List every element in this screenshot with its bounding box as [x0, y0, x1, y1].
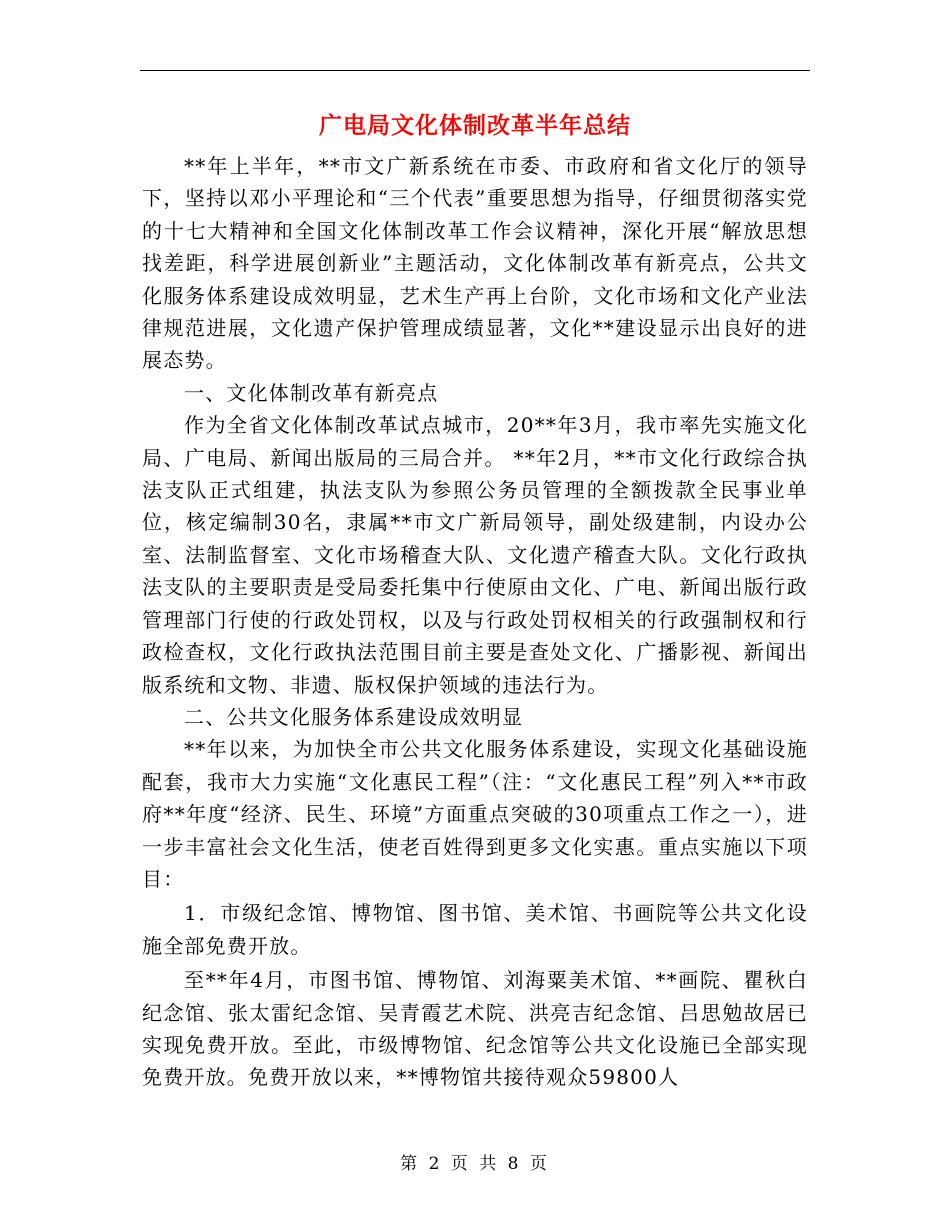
header-rule	[140, 70, 810, 71]
section-heading-2: 二、公共文化服务体系建设成效明显	[184, 704, 524, 729]
paragraph-list-item-1-detail: 至**年4月，市图书馆、博物馆、刘海粟美术馆、**画院、瞿秋白纪念馆、张太雷纪念馆、吴青霞艺术院、洪亮吉纪念馆、吕思勉故居已实现免费开放。至此，市级博物馆、纪念馆等公共文化设施已全部实现免费开放。免费开放以来，**博物馆共接待观众59800人	[142, 968, 808, 1090]
paragraph-section-1: 作为全省文化体制改革试点城市，20**年3月，我市率先实施文化局、广电局、新闻出版局的三局合并。 **年2月，**市文化行政综合执法支队正式组建，执法支队为参照公务员管理的全额拨款全民事业单位，核定编制30名，隶属**市文广新局领导，副处级建制，内设办公室、法制监督室、文化市场稽查大队、文化遗产稽查大队。文化行政执法支队的主要职责是受局委托集中行使原由文化、广电、新闻出版行政管理部门行使的行政处罚权，以及与行政处罚权相关的行政强制权和行政检查权，文化行政执法范围目前主要是查处文化、广播影视、新闻出版系统和文物、非遗、版权保护领域的违法行为。	[142, 413, 808, 697]
paragraph-section-2: **年以来，为加快全市公共文化服务体系建设，实现文化基础设施配套，我市大力实施“文化惠民工程”（注：“文化惠民工程”列入**市政府**年度“经济、民生、环境”方面重点突破的30项重点工作之一），进一步丰富社会文化生活，使老百姓得到更多文化实惠。重点实施以下项目：	[142, 737, 808, 891]
list-item-1: 1．市级纪念馆、博物馆、图书馆、美术馆、书画院等公共文化设施全部免费开放。	[142, 901, 808, 958]
page-footer: 第 2 页 共 8 页	[400, 1154, 550, 1174]
paragraph-intro: **年上半年，**市文广新系统在市委、市政府和省文化厅的领导下，坚持以邓小平理论和“三个代表”重要思想为指导，仔细贯彻落实党的十七大精神和全国文化体制改革工作会议精神，深化开展“解放思想找差距，科学进展创新业”主题活动，文化体制改革有新亮点，公共文化服务体系建设成效明显，艺术生产再上台阶，文化市场和文化产业法律规范进展，文化遗产保护管理成绩显著，文化**建设显示出良好的进展态势。	[142, 154, 808, 373]
document-body	[142, 150, 808, 1094]
document-title: 广电局文化体制改革半年总结	[319, 112, 631, 139]
section-heading-1: 一、文化体制改革有新亮点	[184, 380, 439, 405]
